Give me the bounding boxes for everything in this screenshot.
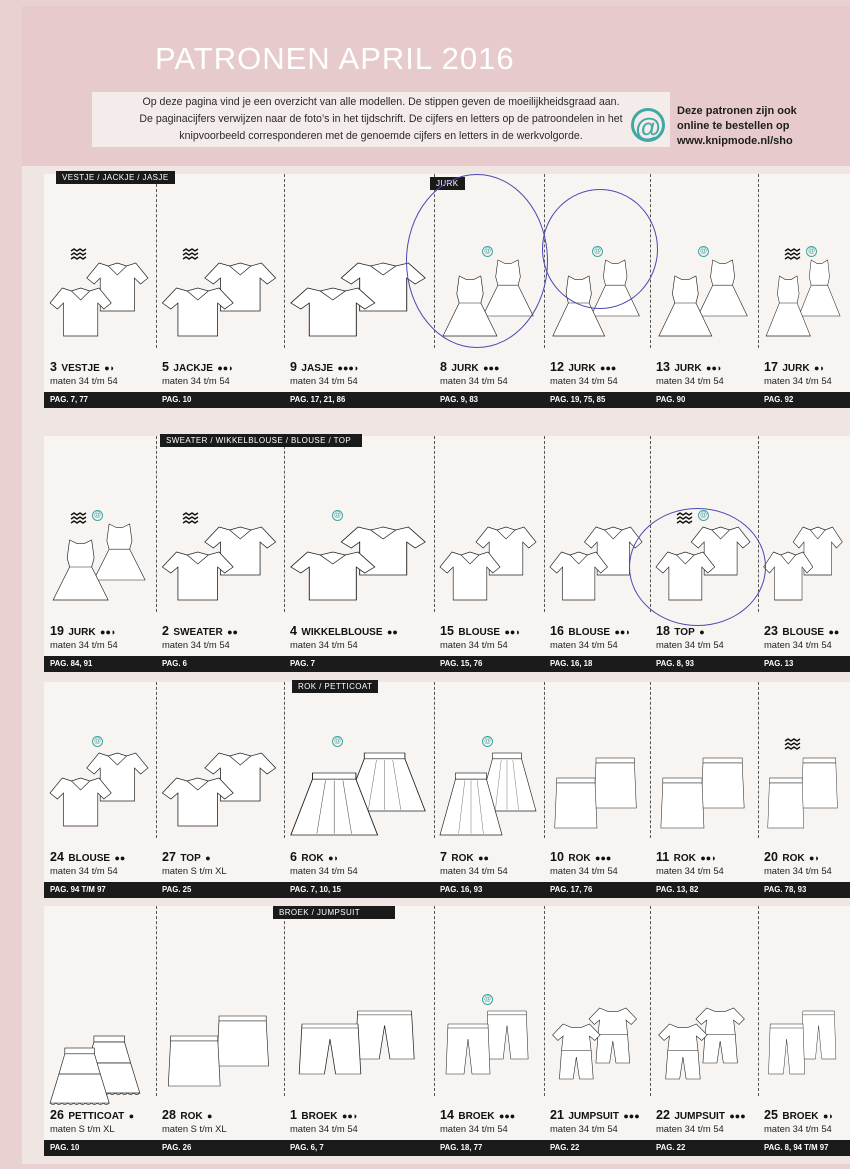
column-divider [156,436,157,612]
pattern-label [656,1106,746,1124]
pattern-label [440,848,489,866]
online-at-icon: @ [483,248,492,255]
difficulty-dots: ●●◗ [341,1111,359,1121]
size-range: maten 34 t/m 54 [162,639,230,650]
pattern-card-petticoat[interactable] [44,906,156,1140]
pattern-label [290,848,339,866]
column-divider [284,174,285,348]
size-range: maten 34 t/m 54 [550,865,618,876]
section-label-jurk: JURK [430,177,465,190]
page-ref-bar [44,656,850,672]
garment-drawing [548,748,644,853]
page-reference[interactable]: PAG. 15, 76 [440,659,483,668]
difficulty-dots: ●●◗ [700,853,717,863]
column-divider [284,682,285,838]
pattern-number: 2 [162,624,169,638]
page-reference[interactable]: PAG. 13 [764,659,794,668]
online-at-icon: @ [333,512,342,519]
difficulty-dots: ●●● [483,363,500,373]
page-reference[interactable]: PAG. 7, 10, 15 [290,885,341,894]
column-divider [156,682,157,838]
pattern-card-broek2[interactable] [434,906,544,1140]
pattern-name: JURK [451,363,479,374]
garment-drawing [48,748,150,853]
garment-drawing [48,258,150,363]
pattern-label [290,358,359,376]
pattern-name: JURK [68,627,96,638]
page-reference[interactable]: PAG. 17, 76 [550,885,593,894]
garment-drawing [160,522,278,627]
pattern-number: 13 [656,360,670,374]
pattern-name: WIKKELBLOUSE [301,627,383,638]
difficulty-dots: ●●◗ [614,627,631,637]
pattern-number: 24 [50,850,64,864]
intro-line: knipvoorbeeld corresponderen met de genoemde cijfers en letters in de werkvolgorde. [179,130,583,142]
pattern-name: BROEK [301,1111,338,1122]
online-line: Deze patronen zijn ook [677,105,797,117]
garment-drawing [654,258,752,363]
pattern-card-jurk5[interactable] [44,436,156,656]
page-reference[interactable]: PAG. 84, 91 [50,659,93,668]
size-range: maten 34 t/m 54 [764,375,832,386]
pattern-name: JURK [568,363,596,374]
page-ref-bar [44,882,850,898]
section-label-broek: BROEK / JUMPSUIT [273,906,395,919]
pattern-name: JUMPSUIT [568,1111,619,1122]
garment-drawing [438,522,538,627]
difficulty-dots: ●◗ [104,363,116,373]
difficulty-dots: ●◗ [822,1111,834,1121]
difficulty-dots: ●●◗ [706,363,723,373]
pattern-number: 8 [440,360,447,374]
pattern-name: JACKJE [173,363,213,374]
pattern-label [440,358,499,376]
difficulty-dots: ● [699,627,705,637]
size-range: maten 34 t/m 54 [290,1123,358,1134]
size-range: maten 34 t/m 54 [440,865,508,876]
column-divider [544,906,545,1096]
pattern-card-rok3[interactable] [544,682,650,882]
garment-drawing [438,748,538,853]
pattern-name: PETTICOAT [68,1111,125,1122]
pattern-label [656,358,722,376]
page-ref-bar [44,1140,850,1156]
size-range: maten 34 t/m 54 [656,375,724,386]
pattern-number: 17 [764,360,778,374]
size-range: maten S t/m XL [162,1123,227,1134]
column-divider [544,436,545,612]
garment-drawing [654,748,752,853]
size-range: maten 34 t/m 54 [764,639,832,650]
page-ref-bar [44,392,850,408]
size-range: maten 34 t/m 54 [290,865,358,876]
column-divider [156,906,157,1096]
column-divider [434,682,435,838]
pattern-row [44,682,850,898]
difficulty-dots: ●●● [600,363,617,373]
pattern-label [440,622,521,640]
pattern-number: 4 [290,624,297,638]
intro-text [92,92,670,147]
pattern-card-rok1[interactable] [284,682,434,882]
garment-drawing [548,1006,644,1111]
pattern-number: 10 [550,850,564,864]
difficulty-dots: ● [205,853,211,863]
pattern-card-jumpsuit1[interactable] [544,906,650,1140]
page-reference[interactable]: PAG. 10 [50,1143,80,1152]
pattern-row [44,906,850,1156]
page-reference[interactable]: PAG. 9, 83 [440,395,478,404]
online-at-icon: @ [93,512,102,519]
difficulty-dots: ●● [227,627,238,637]
pattern-name: BLOUSE [68,853,111,864]
online-at-icon: @ [807,248,816,255]
pattern-label [764,848,820,866]
online-at-icon: @ [333,738,342,745]
pattern-number: 12 [550,360,564,374]
size-range: maten S t/m XL [162,865,227,876]
pattern-label [162,358,234,376]
page-reference[interactable]: PAG. 7 [290,659,315,668]
section-label-sweater: SWEATER / WIKKELBLOUSE / BLOUSE / TOP [160,434,362,447]
online-at-icon: @ [93,738,102,745]
pattern-number: 18 [656,624,670,638]
difficulty-dots: ●◗ [809,853,820,863]
pattern-name: JURK [782,363,810,374]
pattern-label [290,622,398,640]
pattern-label [162,622,238,640]
pattern-card-top2[interactable] [156,682,284,882]
online-at-icon: @ [699,248,708,255]
pattern-number: 16 [550,624,564,638]
difficulty-dots: ●◗ [814,363,825,373]
garment-drawing [762,1006,844,1111]
page-reference[interactable]: PAG. 10 [162,395,192,404]
pattern-label [290,1106,358,1124]
column-divider [544,682,545,838]
pattern-card-jackje[interactable] [156,174,284,392]
page-reference[interactable]: PAG. 8, 93 [656,659,694,668]
pattern-name: JURK [674,363,702,374]
difficulty-dots: ●●●◗ [337,363,360,373]
pattern-label [440,1106,515,1124]
garment-drawing [654,1006,752,1111]
difficulty-dots: ●●◗ [100,627,117,637]
pattern-label [550,622,631,640]
pattern-label [764,358,825,376]
pattern-number: 15 [440,624,454,638]
pattern-number: 25 [764,1108,778,1122]
difficulty-dots: ●●◗ [217,363,234,373]
garment-drawing [288,1006,428,1111]
garment-drawing [288,522,428,627]
pattern-name: SWEATER [173,627,223,638]
page-reference[interactable]: PAG. 18, 77 [440,1143,483,1152]
stretch-fabric-icon [70,512,88,524]
pattern-card-vestje[interactable] [44,174,156,392]
garment-drawing [160,258,278,363]
size-range: maten 34 t/m 54 [764,1123,832,1134]
size-range: maten 34 t/m 54 [440,1123,508,1134]
size-range: maten 34 t/m 54 [440,639,508,650]
pattern-name: BLOUSE [568,627,611,638]
size-range: maten 34 t/m 54 [290,639,358,650]
pattern-label [550,1106,640,1124]
garment-drawing [762,258,844,363]
pattern-label [162,848,211,866]
pattern-number: 9 [290,360,297,374]
size-range: maten 34 t/m 54 [550,639,618,650]
pattern-name: ROK [301,853,324,864]
pattern-number: 23 [764,624,778,638]
stretch-fabric-icon [182,512,200,524]
pattern-name: VESTJE [61,363,100,374]
garment-drawing [160,1006,278,1111]
garment-drawing [48,1006,150,1111]
difficulty-dots: ●● [114,853,126,863]
size-range: maten 34 t/m 54 [50,865,118,876]
pen-circle-mark [629,508,766,626]
size-range: maten 34 t/m 54 [656,639,724,650]
pattern-name: ROK [673,853,696,864]
pattern-number: 6 [290,850,297,864]
pattern-card-rok6[interactable] [156,906,284,1140]
page-reference[interactable]: PAG. 90 [656,395,686,404]
garment-drawing [48,522,150,627]
size-range: maten 34 t/m 54 [440,375,508,386]
pattern-card-sweater[interactable] [156,436,284,656]
online-at-icon: @ [593,248,602,255]
pen-circle-mark [406,174,548,348]
pattern-number: 19 [50,624,64,638]
page-reference[interactable]: PAG. 17, 21, 86 [290,395,346,404]
pattern-number: 3 [50,360,57,374]
pattern-card-blouse3[interactable] [758,436,850,656]
pattern-number: 14 [440,1108,454,1122]
page-reference[interactable]: PAG. 25 [162,885,192,894]
page-reference[interactable]: PAG. 8, 94 T/M 97 [764,1143,829,1152]
pattern-card-wikkel[interactable] [284,436,434,656]
pattern-label [764,622,839,640]
pattern-label [50,358,115,376]
page-reference[interactable]: PAG. 13, 82 [656,885,699,894]
pattern-card-broek3[interactable] [758,906,850,1140]
magazine-page [22,6,850,1164]
pattern-name: ROK [568,853,591,864]
difficulty-dots: ● [128,1111,135,1121]
page-reference[interactable]: PAG. 16, 93 [440,885,483,894]
section-label-vestje: VESTJE / JACKJE / JASJE [56,171,175,184]
difficulty-dots: ● [207,1111,213,1121]
online-line: online te bestellen op [677,120,790,132]
pattern-number: 7 [440,850,447,864]
pattern-label [50,1106,134,1124]
pattern-label [764,1106,834,1124]
pattern-number: 5 [162,360,169,374]
column-divider [758,682,759,838]
page-reference[interactable]: PAG. 16, 18 [550,659,593,668]
pattern-label [162,1106,212,1124]
size-range: maten 34 t/m 54 [656,1123,724,1134]
difficulty-dots: ●● [828,627,840,637]
online-at-icon: @ [483,996,492,1003]
page-reference[interactable]: PAG. 26 [162,1143,192,1152]
stretch-fabric-icon [784,738,802,750]
page-reference[interactable]: PAG. 94 T/M 97 [50,885,106,894]
column-divider [284,906,285,1096]
page-reference[interactable]: PAG. 22 [550,1143,580,1152]
pattern-name: ROK [451,853,474,864]
column-divider [156,174,157,348]
pattern-number: 22 [656,1108,670,1122]
pattern-name: BROEK [458,1111,495,1122]
difficulty-dots: ●●● [729,1111,746,1121]
pattern-name: TOP [180,853,201,864]
column-divider [758,174,759,348]
pattern-label [656,848,717,866]
page-reference[interactable]: PAG. 22 [656,1143,686,1152]
pattern-card-rok2[interactable] [434,682,544,882]
pattern-label [550,848,611,866]
stretch-fabric-icon [784,248,802,260]
size-range: maten 34 t/m 54 [162,375,230,386]
pattern-number: 11 [656,850,670,864]
size-range: maten 34 t/m 54 [50,639,118,650]
column-divider [650,906,651,1096]
pattern-card-rok5[interactable] [758,682,850,882]
pattern-label [50,848,125,866]
pattern-card-rok4[interactable] [650,682,758,882]
pen-circle-mark [542,189,658,309]
online-at-icon: @ [699,512,708,519]
pattern-number: 20 [764,850,778,864]
stretch-fabric-icon [182,248,200,260]
pattern-name: BLOUSE [782,627,825,638]
pattern-name: JASJE [301,363,334,374]
page-reference[interactable]: PAG. 7, 77 [50,395,88,404]
size-range: maten 34 t/m 54 [764,865,832,876]
pattern-number: 26 [50,1108,64,1122]
column-divider [434,436,435,612]
pattern-number: 1 [290,1108,297,1122]
pattern-label [50,622,116,640]
size-range: maten S t/m XL [50,1123,115,1134]
at-icon: @ [631,108,665,142]
pattern-label [550,358,616,376]
pattern-name: ROK [180,1111,203,1122]
difficulty-dots: ●● [478,853,489,863]
page-reference[interactable]: PAG. 6 [162,659,187,668]
page-reference[interactable]: PAG. 19, 75, 85 [550,395,606,404]
page-reference[interactable]: PAG. 92 [764,395,794,404]
difficulty-dots: ●●◗ [504,627,521,637]
page-reference[interactable]: PAG. 78, 93 [764,885,807,894]
online-at-icon: @ [483,738,492,745]
size-range: maten 34 t/m 54 [656,865,724,876]
difficulty-dots: ●●● [623,1111,640,1121]
column-divider [284,436,285,612]
intro-line: Op deze pagina vind je een overzicht van alle modellen. De stippen geven de moeilijkheidsgraad aan. [142,96,620,108]
page-reference[interactable]: PAG. 6, 7 [290,1143,324,1152]
garment-drawing [438,1006,538,1111]
column-divider [650,682,651,838]
pattern-card-blouse4[interactable] [44,682,156,882]
column-divider [434,906,435,1096]
size-range: maten 34 t/m 54 [550,1123,618,1134]
pattern-name: ROK [782,853,805,864]
column-divider [758,906,759,1096]
online-link[interactable]: www.knipmode.nl/sho [677,135,793,147]
pattern-card-jurk3[interactable] [650,174,758,392]
pattern-card-jumpsuit2[interactable] [650,906,758,1140]
garment-drawing [288,748,428,853]
pattern-name: JUMPSUIT [674,1111,725,1122]
pattern-card-broek1[interactable] [284,906,434,1140]
size-range: maten 34 t/m 54 [50,375,118,386]
pattern-number: 28 [162,1108,176,1122]
stretch-fabric-icon [70,248,88,260]
difficulty-dots: ●●● [498,1111,516,1121]
section-label-rok: ROK / PETTICOAT [292,680,378,693]
difficulty-dots: ●● [386,627,398,637]
size-range: maten 34 t/m 54 [290,375,358,386]
pattern-card-jurk4[interactable] [758,174,850,392]
difficulty-dots: ●◗ [328,853,339,863]
difficulty-dots: ●●● [595,853,612,863]
pattern-name: BLOUSE [458,627,501,638]
intro-line: De paginacijfers verwijzen naar de foto’s in het tijdschrift. De cijfers en letters op de patroondelen in het [139,113,623,125]
pattern-number: 27 [162,850,176,864]
garment-drawing [160,748,278,853]
size-range: maten 34 t/m 54 [550,375,618,386]
pattern-name: BROEK [782,1111,819,1122]
online-note [635,104,850,149]
garment-drawing [762,522,844,627]
page-title: PATRONEN APRIL 2016 [155,41,515,76]
pattern-name: TOP [674,627,695,638]
garment-drawing [762,748,844,853]
pattern-number: 21 [550,1108,564,1122]
pattern-card-blouse1[interactable] [434,436,544,656]
